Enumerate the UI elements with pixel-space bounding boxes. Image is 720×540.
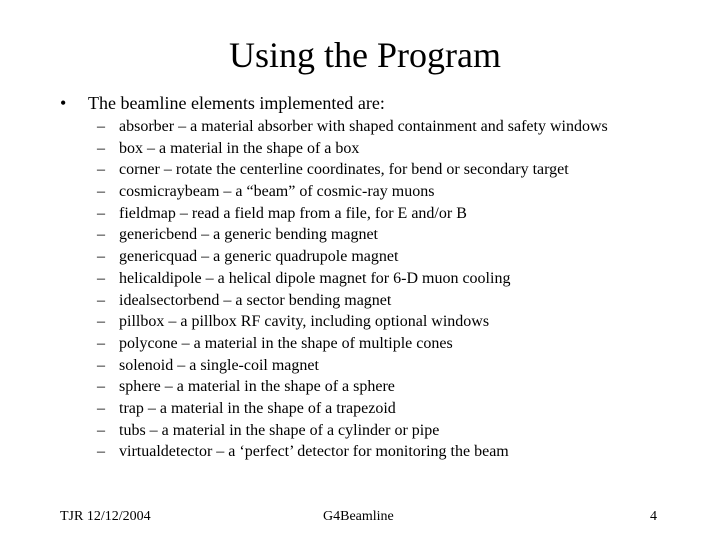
dash-marker: –: [97, 139, 105, 157]
dash-marker: –: [97, 183, 105, 201]
list-item: [97, 333, 608, 355]
dash-marker: –: [97, 269, 105, 287]
list-item: [97, 376, 608, 398]
list-item-text: box – a material in the shape of a box: [119, 139, 360, 157]
list-item-text: solenoid – a single-coil magnet: [119, 356, 319, 374]
list-item: [97, 203, 608, 225]
list-item-text: pillbox – a pillbox RF cavity, including optional windows: [119, 313, 490, 331]
dash-marker: –: [97, 204, 105, 222]
list-item-text: corner – rotate the centerline coordinates, for bend or secondary target: [119, 161, 569, 179]
list-item: [97, 181, 608, 203]
list-item-text: tubs – a material in the shape of a cylinder or pipe: [119, 421, 440, 439]
list-item: [97, 116, 608, 138]
list-item-text: genericquad – a generic quadrupole magnet: [119, 248, 399, 266]
list-item: [97, 268, 608, 290]
dash-marker: –: [97, 291, 105, 309]
dash-marker: –: [97, 399, 105, 417]
list-item-text: trap – a material in the shape of a trapezoid: [119, 399, 396, 417]
dash-marker: –: [97, 118, 105, 135]
dash-marker: –: [97, 356, 105, 374]
list-item: [97, 420, 608, 442]
dash-marker: –: [97, 313, 105, 331]
beamline-element-list: [97, 116, 608, 463]
list-item: [97, 398, 608, 420]
dash-marker: –: [97, 248, 105, 266]
list-item: [97, 355, 608, 377]
list-item-text: virtualdetector – a ‘perfect’ detector for monitoring the beam: [119, 443, 509, 461]
list-item: [97, 441, 608, 463]
list-item-text: cosmicraybeam – a “beam” of cosmic-ray muons: [119, 183, 435, 201]
slide-title: Using the Program: [229, 35, 501, 75]
list-item-text: helicaldipole – a helical dipole magnet for 6-D muon cooling: [119, 269, 511, 287]
list-item: [97, 224, 608, 246]
list-item: [97, 246, 608, 268]
dash-marker: –: [97, 226, 105, 244]
footer-author-date: TJR 12/12/2004: [60, 509, 151, 524]
page-number: 4: [650, 509, 657, 524]
list-item: [97, 159, 608, 181]
list-item-text: polycone – a material in the shape of multiple cones: [119, 334, 453, 352]
list-item-text: idealsectorbend – a sector bending magnet: [119, 291, 392, 309]
dash-marker: –: [97, 443, 105, 461]
dash-marker: –: [97, 334, 105, 352]
list-item: [97, 311, 608, 333]
dash-marker: –: [97, 378, 105, 396]
dash-marker: –: [97, 421, 105, 439]
main-bullet: [60, 91, 385, 115]
list-item-text: sphere – a material in the shape of a sphere: [119, 378, 395, 396]
main-bullet-text: The beamline elements implemented are:: [88, 93, 385, 113]
dash-marker: –: [97, 161, 105, 179]
list-item-text: absorber – a material absorber with shaped containment and safety windows: [119, 118, 608, 135]
list-item: [97, 290, 608, 312]
list-item: [97, 138, 608, 160]
list-item-text: genericbend – a generic bending magnet: [119, 226, 378, 244]
bullet-marker: •: [60, 93, 67, 113]
list-item-text: fieldmap – read a field map from a file, for E and/or B: [119, 204, 467, 222]
footer-title: G4Beamline: [323, 509, 394, 524]
